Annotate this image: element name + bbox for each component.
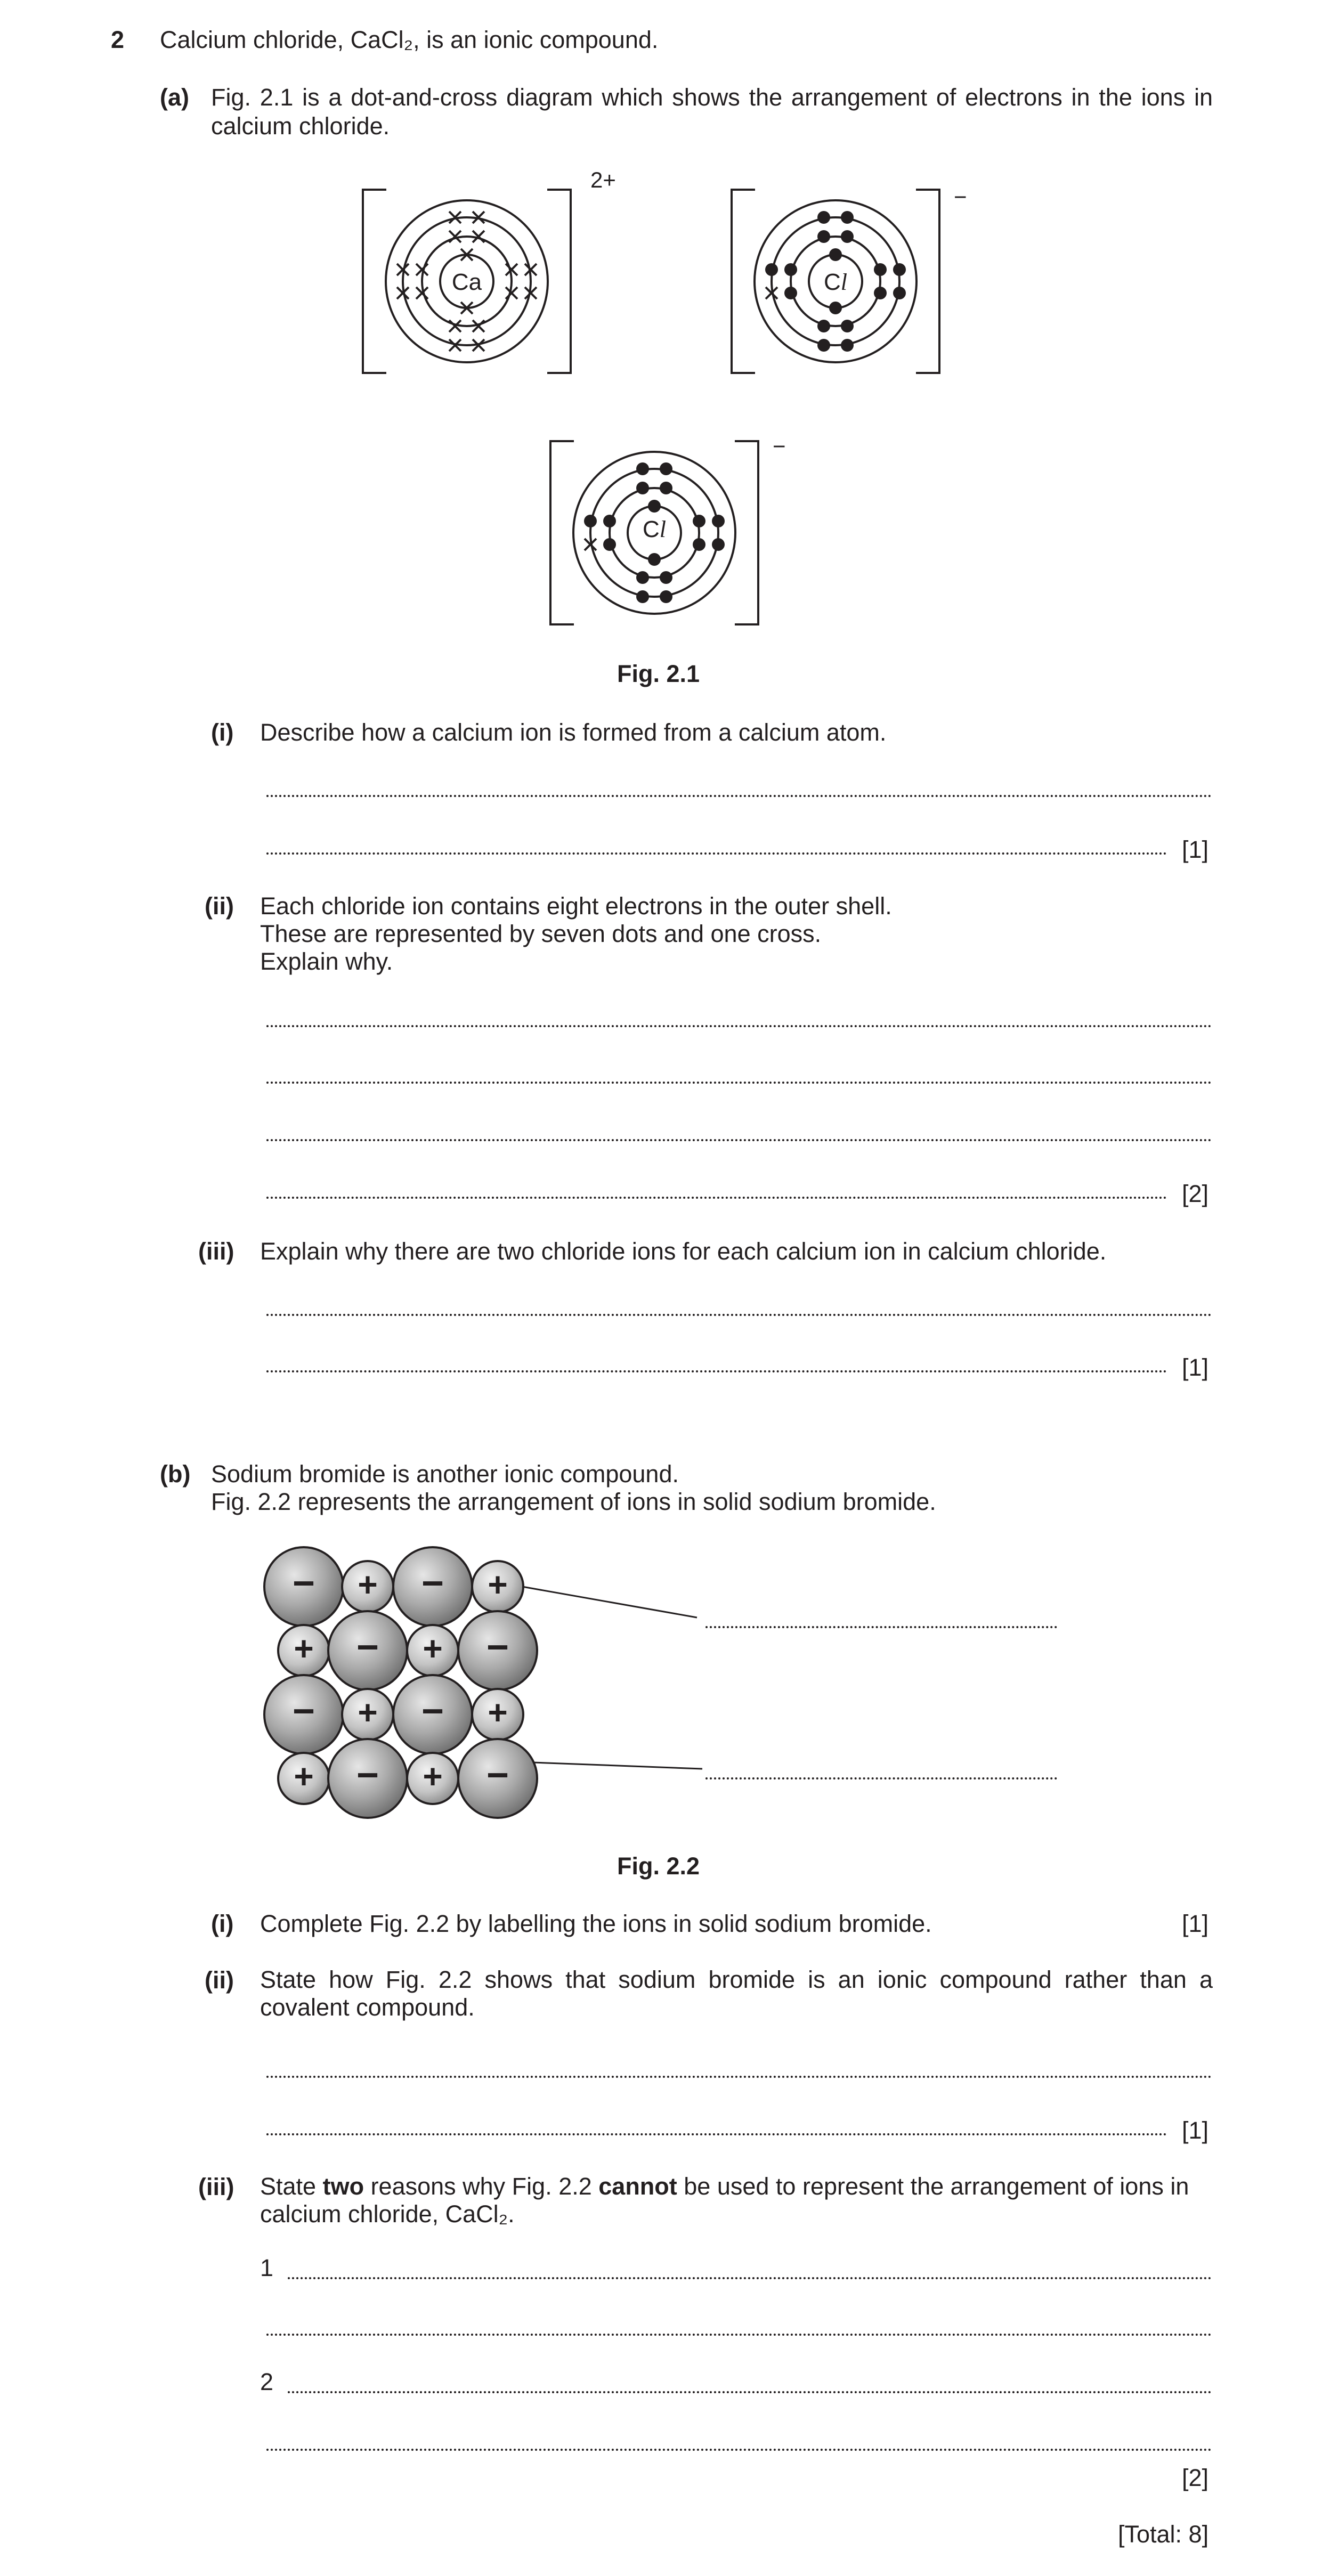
ion-charge: −	[486, 1626, 509, 1669]
part-b-label: (b)	[160, 1460, 191, 1488]
bromide-ion	[264, 1547, 343, 1626]
electron-dot	[603, 538, 616, 551]
marks: [1]	[1182, 1910, 1209, 1937]
label-pointer-line	[522, 1587, 697, 1618]
reason-number: 2	[260, 2368, 274, 2395]
question-number: 2	[111, 26, 125, 53]
electron-dot	[765, 263, 778, 276]
electron-dot	[660, 462, 672, 475]
ion-charge: +	[358, 1565, 378, 1604]
ion-charge: +	[423, 1629, 443, 1668]
reason-number: 1	[260, 2254, 274, 2281]
answer-line[interactable]	[288, 2391, 1212, 2393]
electron-dot	[784, 287, 797, 299]
bromide-ion	[393, 1675, 472, 1754]
electron-dot	[636, 462, 649, 475]
cl-charge: −	[773, 434, 786, 459]
sodium-ion	[278, 1753, 329, 1804]
answer-line[interactable]	[266, 1082, 1212, 1084]
electron-dot	[817, 320, 830, 332]
b-iii-label: (iii)	[198, 2173, 234, 2200]
text-span: State	[260, 2173, 323, 2200]
ion-charge: +	[488, 1693, 508, 1732]
bromide-ion	[328, 1611, 407, 1690]
answer-line[interactable]	[266, 852, 1167, 855]
cl-symbol: Cl	[823, 269, 848, 295]
electron-dot	[660, 482, 672, 494]
electron-dot	[636, 482, 649, 494]
electron-dot	[817, 211, 830, 224]
bracket-right	[735, 441, 758, 624]
electron-dot	[874, 287, 887, 299]
marks: [1]	[1182, 2117, 1209, 2144]
electron-dot	[636, 590, 649, 603]
ion-charge: −	[421, 1690, 444, 1733]
a-iii-text: Explain why there are two chloride ions for each calcium ion in calcium chloride.	[260, 1238, 1107, 1265]
text-emphasis: two	[322, 2173, 364, 2200]
sodium-ion	[407, 1753, 458, 1804]
a-iii-label: (iii)	[198, 1238, 234, 1265]
ion-label-line[interactable]	[705, 1777, 1057, 1779]
electron-dot	[636, 571, 649, 584]
answer-line[interactable]	[266, 2334, 1212, 2336]
question-stem: Calcium chloride, CaCl₂, is an ionic compound.	[160, 26, 659, 53]
answer-line[interactable]	[266, 2076, 1212, 2078]
marks: [1]	[1182, 1354, 1209, 1381]
b-iii-text	[260, 2173, 1213, 2228]
electron-dot	[648, 500, 661, 513]
electron-dot	[841, 320, 854, 332]
b-i-text: Complete Fig. 2.2 by labelling the ions in solid sodium bromide.	[260, 1910, 932, 1937]
ion-label-line[interactable]	[705, 1626, 1057, 1628]
a-ii-line1: Each chloride ion contains eight electrons in the outer shell.	[260, 892, 892, 920]
electron-dot	[829, 248, 842, 261]
b-ii-label: (ii)	[205, 1966, 234, 1994]
electron-dot	[893, 287, 906, 299]
part-b-line1: Sodium bromide is another ionic compound.	[211, 1460, 679, 1488]
ion-charge: +	[358, 1693, 378, 1732]
electron-dot	[893, 263, 906, 276]
bromide-ion	[264, 1675, 343, 1754]
answer-line[interactable]	[266, 2133, 1167, 2135]
label-pointer-line	[533, 1762, 702, 1769]
sodium-ion	[472, 1689, 523, 1740]
electron-dot	[841, 211, 854, 224]
electron-dot	[874, 263, 887, 276]
a-ii-label: (ii)	[205, 892, 234, 920]
electron-dot	[817, 230, 830, 243]
cl-symbol: Cl	[642, 516, 667, 542]
sodium-ion	[472, 1561, 523, 1612]
bracket-right	[547, 190, 571, 373]
electron-dot	[603, 515, 616, 527]
sodium-ion	[342, 1689, 393, 1740]
answer-line[interactable]	[266, 2449, 1212, 2451]
ion-charge: +	[488, 1565, 508, 1604]
ion-charge: +	[294, 1757, 314, 1795]
electron-dot	[693, 538, 705, 551]
ion-charge: −	[292, 1690, 315, 1733]
ca-symbol: Ca	[451, 269, 482, 295]
electron-dot	[712, 515, 725, 527]
ion-charge: +	[294, 1629, 314, 1668]
part-b-line2: Fig. 2.2 represents the arrangement of ions in solid sodium bromide.	[211, 1488, 936, 1515]
a-i-text: Describe how a calcium ion is formed from a calcium atom.	[260, 719, 887, 746]
part-a-label: (a)	[160, 84, 189, 111]
electron-dot	[829, 302, 842, 314]
electron-dot	[584, 515, 597, 527]
sodium-ion	[407, 1625, 458, 1676]
a-i-label: (i)	[211, 719, 234, 746]
total-marks: [Total: 8]	[1118, 2521, 1209, 2548]
ionic-lattice-diagram	[0, 1534, 1322, 1833]
fig-2-1-caption: Fig. 2.1	[617, 660, 700, 687]
ion-charge: −	[356, 1754, 379, 1797]
ion-charge: −	[486, 1754, 509, 1797]
cl-charge: −	[954, 184, 967, 209]
marks: [2]	[1182, 2464, 1209, 2491]
answer-line[interactable]	[266, 1197, 1167, 1199]
bracket-left	[550, 441, 574, 624]
a-ii-line3: Explain why.	[260, 948, 393, 975]
bromide-ion	[393, 1547, 472, 1626]
bracket-right	[916, 190, 939, 373]
marks: [2]	[1182, 1180, 1209, 1207]
sodium-ion	[342, 1561, 393, 1612]
text-span: reasons why Fig. 2.2	[364, 2173, 599, 2200]
answer-line[interactable]	[266, 1314, 1212, 1316]
answer-line[interactable]	[266, 1025, 1212, 1027]
sodium-ion	[278, 1625, 329, 1676]
text-emphasis: cannot	[598, 2173, 677, 2200]
electron-dot	[648, 553, 661, 566]
bromide-ion	[458, 1611, 537, 1690]
electron-dot	[841, 339, 854, 352]
answer-line[interactable]	[266, 1370, 1167, 1372]
fig-2-2-caption: Fig. 2.2	[617, 1852, 700, 1880]
electron-dot	[817, 339, 830, 352]
text-span: be used to represent the arrangement of ions in calcium chloride, CaCl₂.	[260, 2173, 1189, 2228]
answer-line[interactable]	[266, 795, 1212, 797]
ion-charge: −	[356, 1626, 379, 1669]
ion-charge: −	[421, 1562, 444, 1605]
b-i-label: (i)	[211, 1910, 234, 1937]
bracket-left	[732, 190, 755, 373]
electron-dot	[693, 515, 705, 527]
part-a-intro: Fig. 2.1 is a dot-and-cross diagram which shows the arrangement of electrons in the ions in calcium chloride.	[211, 84, 1213, 140]
electron-dot	[712, 538, 725, 551]
bromide-ion	[328, 1739, 407, 1818]
electron-dot	[660, 571, 672, 584]
ion-charge: +	[423, 1757, 443, 1795]
a-ii-line2: These are represented by seven dots and one cross.	[260, 920, 822, 947]
b-ii-text: State how Fig. 2.2 shows that sodium bromide is an ionic compound rather than a covalent compound.	[260, 1966, 1213, 2021]
electron-dot	[841, 230, 854, 243]
ion-charge: −	[292, 1562, 315, 1605]
bracket-left	[363, 190, 386, 373]
marks: [1]	[1182, 836, 1209, 863]
bromide-ion	[458, 1739, 537, 1818]
electron-dot	[660, 590, 672, 603]
electron-dot	[784, 263, 797, 276]
answer-line[interactable]	[288, 2277, 1212, 2279]
ca-charge: 2+	[590, 167, 616, 192]
answer-line[interactable]	[266, 1139, 1212, 1141]
dot-cross-diagram	[0, 0, 1322, 693]
